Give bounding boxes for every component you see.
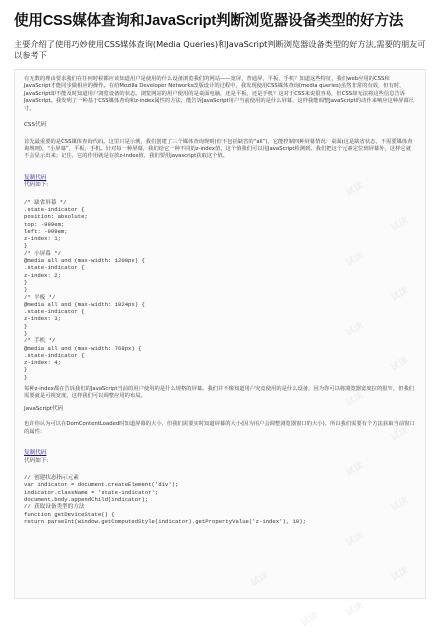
watermark-text: 试读 xyxy=(344,250,366,269)
watermark-text: 试读 xyxy=(299,610,321,629)
watermark-text: 试读 xyxy=(389,425,411,444)
css-code-line: z-index: 2; xyxy=(24,271,61,279)
js-code-line: indicator.className = 'state-indicator'; xyxy=(24,488,159,496)
css-heading: CSS代码 xyxy=(24,122,47,129)
js-code-line: return parseInt(window.getComputedStyle(indicator).getPropertyValue('z-index'), 10); xyxy=(24,517,306,525)
css-code-line: } xyxy=(24,322,28,330)
article-title: 使用CSS媒体查询和JavaScript判断浏览器设备类型的好方法 xyxy=(14,13,404,29)
watermark-text: 试读 xyxy=(344,460,366,479)
watermark-text: 试读 xyxy=(344,390,366,409)
watermark-text: 试读 xyxy=(344,180,366,199)
css-code-line: top: -999em; xyxy=(24,220,65,228)
css-description: 首先最重要的是CSS媒体查询代码。这里只是示例，我们创建了三个媒体查询规则(但不包括缺省的“all”)，它能控制四种屏幕情况：桌面(这是缺省状态，不需要媒体查询规则)，“小屏幕”，平板，手机。针对每一种屏幕，我们给它一种不同的z-index值，这个值我们可以用JavaScript检测到。我们把这个元素定位到屏幕外，这样它就不会显示出来；记住，它的作用就是存放z-index值，我们要用javascript获取这个值。 xyxy=(24,138,413,160)
css-code-line: @media all and (max-width: 1200px) { xyxy=(24,257,145,265)
css-code-line: @media all and (max-width: 1024px) { xyxy=(24,300,145,308)
watermark-text: 试读 xyxy=(389,565,411,584)
css-code-line: /* 小屏幕 */ xyxy=(24,249,61,257)
css-code-line: } xyxy=(24,242,28,250)
css-code-line: } xyxy=(24,366,28,374)
js-heading: JavaScript代码 xyxy=(24,405,64,412)
js-code-line: function getDeviceState() { xyxy=(24,510,115,518)
css-code-line: /* 平板 */ xyxy=(24,293,56,301)
article-body xyxy=(14,69,426,599)
js-code-block xyxy=(24,474,416,525)
intro-paragraph: 有无数的理由要求我们在任何时候都应该知道用户是使用的什么设备浏览我们的网站——宽屏，普通屏，平板，手机？知道这些特征，我们web应用的CSS和JavaScript才能同步做相应的操作。在给Mozilla Developer Networks改版设计的过程中，我发现使用CSS媒体查询(media queries)虽然非常的有效，但有时，JavaScript却不能及时知道用户浏览设备的状态。浏览网站的用户使用的是桌面电脑，还是平板，还是手机？这对于CSS来说很容易，但CSS却无法将这些信息告诉JavaScript。我发明了一种基于CSS媒体查询和z-index属性的方法，能告诉JavaScript用户当前使用的是什么屏幕，这样我能调整JavaScript的动作来响应这种屏幕尺寸。 xyxy=(24,76,414,112)
watermark-text: 试读 xyxy=(344,320,366,339)
js-code-line: document.body.appendChild(indicator); xyxy=(24,496,149,503)
watermark-text: 试读 xyxy=(389,285,411,304)
js-code-line: // 获取设备类型的方法 xyxy=(24,503,85,511)
code-label-js: 代码如下: xyxy=(24,457,49,464)
css-code-line: } xyxy=(24,278,28,286)
copy-code-link-js[interactable]: 复制代码 xyxy=(24,450,47,457)
css-code-line: z-index: 4; xyxy=(24,359,61,367)
css-code-line: position: absolute; xyxy=(24,213,88,221)
js-code-line: var indicator = document.createElement('div'); xyxy=(24,481,179,489)
watermark-text: 试读 xyxy=(344,530,366,549)
code-label: 代码如下: xyxy=(24,182,49,189)
css-code-line: .state-indicator { xyxy=(24,205,85,213)
js-code-line: // 创建状态指示元素 xyxy=(24,474,79,482)
css-code-line: } xyxy=(24,330,28,337)
css-code-line: @media all and (max-width: 768px) { xyxy=(24,344,142,352)
watermark-text: 试读 xyxy=(344,600,366,619)
css-code-line: .state-indicator { xyxy=(24,264,85,272)
css-code-line: .state-indicator { xyxy=(24,308,85,316)
css-code-block xyxy=(24,199,416,381)
article-subtitle: 主要介绍了使用巧妙使用CSS媒体查询(Media Queries)和JavaScript判断浏览器设备类型的好方法,需要的朋友可以参考下 xyxy=(14,39,426,60)
document-page xyxy=(0,12,440,632)
after-css-paragraph: 每种z-index都在告诉我们的JavaScript当前的用户使用的是什么规格的屏幕。我们并不像知道用户究竟使用的是什么设备，因为你可以将浏览器宽度拉的很窄，但我们需要就是可视宽度，这样我们可以调整应用的布局。 xyxy=(24,386,415,400)
css-code-line: z-index: 1; xyxy=(24,235,61,243)
css-code-line: .state-indicator { xyxy=(24,351,85,359)
watermark-text: 试读 xyxy=(389,495,411,514)
watermark-text: 试读 xyxy=(389,355,411,374)
css-code-line: left: -999em; xyxy=(24,227,68,235)
css-code-line: /* 手机 */ xyxy=(24,337,56,345)
watermark-text: 试读 xyxy=(249,570,271,589)
css-code-line: z-index: 3; xyxy=(24,315,61,323)
js-description: 也许你认为可以在DomContentLoaded时知道屏幕的大小，但我们需要实时知道屏幕的大小(因为用户会调整浏览器窗口的大小)，所以我们需要有个方法获取当前窗口的属性： xyxy=(24,421,415,435)
css-code-line: } xyxy=(24,373,28,381)
css-code-line: /* 缺省屏幕 */ xyxy=(24,198,67,206)
watermark-text: 试读 xyxy=(389,215,411,234)
copy-code-link[interactable]: 复制代码 xyxy=(24,174,47,181)
css-code-line: } xyxy=(24,286,28,294)
